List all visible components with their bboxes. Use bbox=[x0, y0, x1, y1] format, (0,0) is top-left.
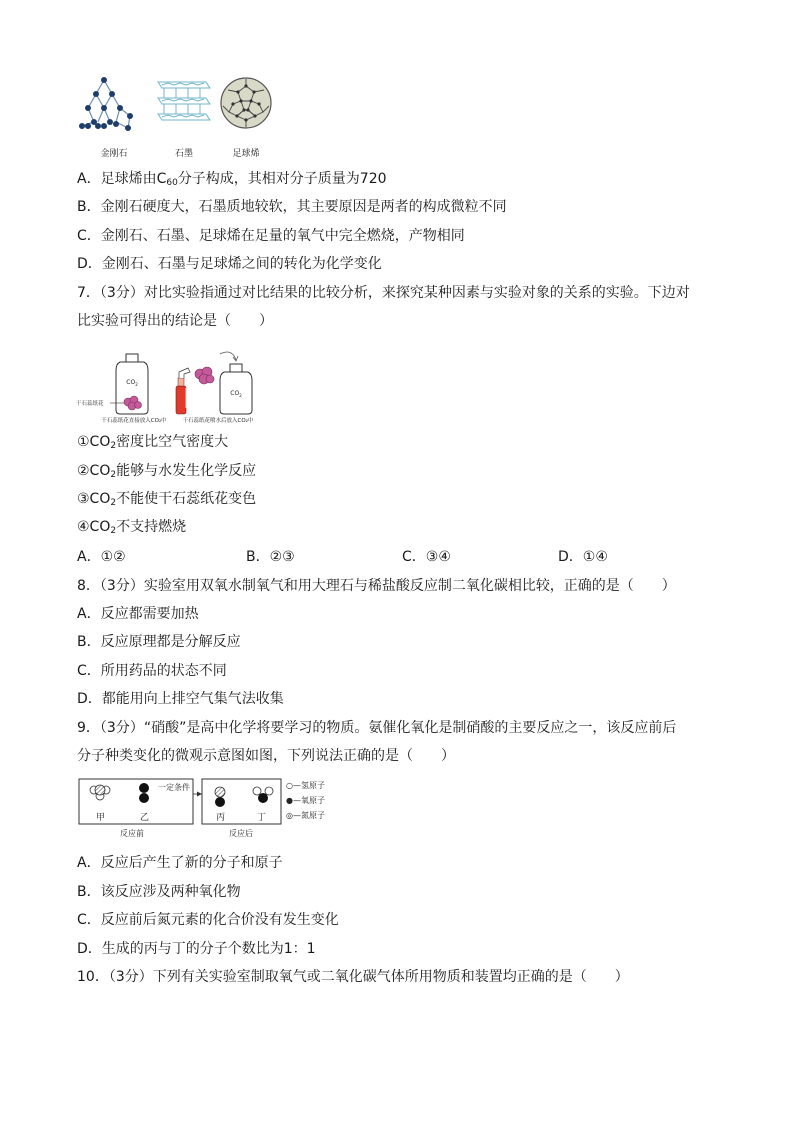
reaction-condition: 一定条件 bbox=[158, 783, 190, 792]
q7-statement-3: $③CO_2$不能使干石蕊纸花变色 bbox=[77, 491, 257, 508]
label-yi: 乙 bbox=[140, 813, 150, 823]
co2-experiment-figure bbox=[76, 348, 266, 424]
molecule-yi-icon bbox=[139, 783, 149, 803]
q8-option-c: C．所用药品的状态不同 bbox=[77, 663, 227, 679]
q8-option-a: A．反应都需要加热 bbox=[77, 606, 199, 622]
litmus-flower-left-icon bbox=[124, 396, 142, 410]
molecule-ding-icon bbox=[253, 787, 273, 803]
label-jia: 甲 bbox=[96, 813, 106, 823]
spray-bottle-icon bbox=[176, 368, 190, 414]
legend-hydrogen: ○—氢原子 bbox=[286, 781, 325, 790]
svg-text:CO2: $CO_2$ bbox=[126, 379, 138, 387]
caption-right-experiment: 干石蕊纸花喷水后放入CO₂中 bbox=[182, 418, 254, 424]
label-after: 反应后 bbox=[229, 829, 253, 838]
q9-option-d: D．生成的丙与丁的分子个数比为1：1 bbox=[77, 941, 316, 957]
litmus-flower-label: 干石蕊纸花 bbox=[76, 401, 104, 407]
svg-text:CO2: $CO_2$ bbox=[230, 390, 242, 398]
molecule-bing-icon bbox=[215, 787, 225, 807]
q9-stem-line-2: 分子种类变化的微观示意图如图，下列说法正确的是（ ） bbox=[77, 748, 455, 764]
graphite-structure-image bbox=[158, 82, 210, 120]
fullerene-structure-image bbox=[221, 78, 271, 128]
caption-graphite: 石墨 bbox=[174, 149, 194, 159]
q6-option-b: B．金刚石硬度大，石墨质地较软，其主要原因是两者的构成微粒不同 bbox=[77, 199, 507, 215]
q7-option-b: B．②③ bbox=[246, 549, 295, 565]
label-bing: 丙 bbox=[216, 813, 226, 823]
q8-stem: 8．（3分）实验室用双氧水制氧气和用大理石与稀盐酸反应制二氧化碳相比较，正确的是（ ） bbox=[77, 578, 676, 594]
caption-left-experiment: 干石蕊纸花直接放入CO₂中 bbox=[101, 418, 167, 424]
q10-stem: 10．（3分）下列有关实验室制取氧气或二氧化碳气体所用物质和装置均正确的是（ ） bbox=[77, 969, 629, 985]
q7-option-c: C．③④ bbox=[402, 549, 451, 565]
q7-option-a: A．①② bbox=[77, 549, 126, 565]
q9-stem-line-1: 9．（3分）“硝酸”是高中化学将要学习的物质。氨催化氧化是制硝酸的主要反应之一，该反应前后 bbox=[77, 720, 677, 736]
bottle-right-icon bbox=[220, 364, 252, 414]
q9-option-a: A．反应后产生了新的分子和原子 bbox=[77, 855, 283, 871]
label-before: 反应前 bbox=[120, 829, 144, 838]
q7-stem-line-1: 7．（3分）对比实验指通过对比结果的比较分析，来探究某种因素与实验对象的关系的实验。下边对 bbox=[77, 285, 690, 301]
q7-stem-line-2: 比实验可得出的结论是（ ） bbox=[77, 313, 273, 329]
litmus-flower-sprayed-icon bbox=[195, 367, 214, 384]
legend-nitrogen: ◎—氮原子 bbox=[286, 811, 325, 820]
caption-fullerene: 足球烯 bbox=[232, 149, 260, 159]
carbon-allotropes-figure bbox=[76, 76, 276, 160]
reaction-micro-diagram bbox=[76, 776, 346, 840]
q7-option-d: D．①④ bbox=[558, 549, 608, 565]
q6-option-d: D．金刚石、石墨与足球烯之间的转化为化学变化 bbox=[77, 256, 382, 272]
caption-diamond: 金刚石 bbox=[100, 149, 128, 159]
molecule-jia-icon bbox=[90, 785, 110, 800]
q8-option-d: D．都能用向上排空气集气法收集 bbox=[77, 691, 284, 707]
q8-option-b: B．反应原理都是分解反应 bbox=[77, 634, 241, 650]
diamond-structure-image bbox=[82, 80, 130, 128]
q7-statement-1: $①CO_2$密度比空气密度大 bbox=[77, 434, 229, 451]
q7-statement-2: $②CO_2$能够与水发生化学反应 bbox=[77, 463, 257, 480]
arrow-into-bottle-icon bbox=[220, 352, 238, 361]
q9-option-b: B．该反应涉及两种氧化物 bbox=[77, 884, 241, 900]
label-ding: 丁 bbox=[257, 813, 267, 823]
q6-option-a: A．足球烯由$C_{60}$分子构成，其相对分子质量为720 bbox=[77, 171, 387, 188]
q9-option-c: C．反应前后氮元素的化合价没有发生变化 bbox=[77, 912, 339, 928]
legend-oxygen: ●—氧原子 bbox=[286, 796, 325, 805]
q7-statement-4: $④CO_2$不支持燃烧 bbox=[77, 519, 187, 536]
q6-option-c: C．金刚石、石墨、足球烯在足量的氧气中完全燃烧，产物相同 bbox=[77, 228, 465, 244]
